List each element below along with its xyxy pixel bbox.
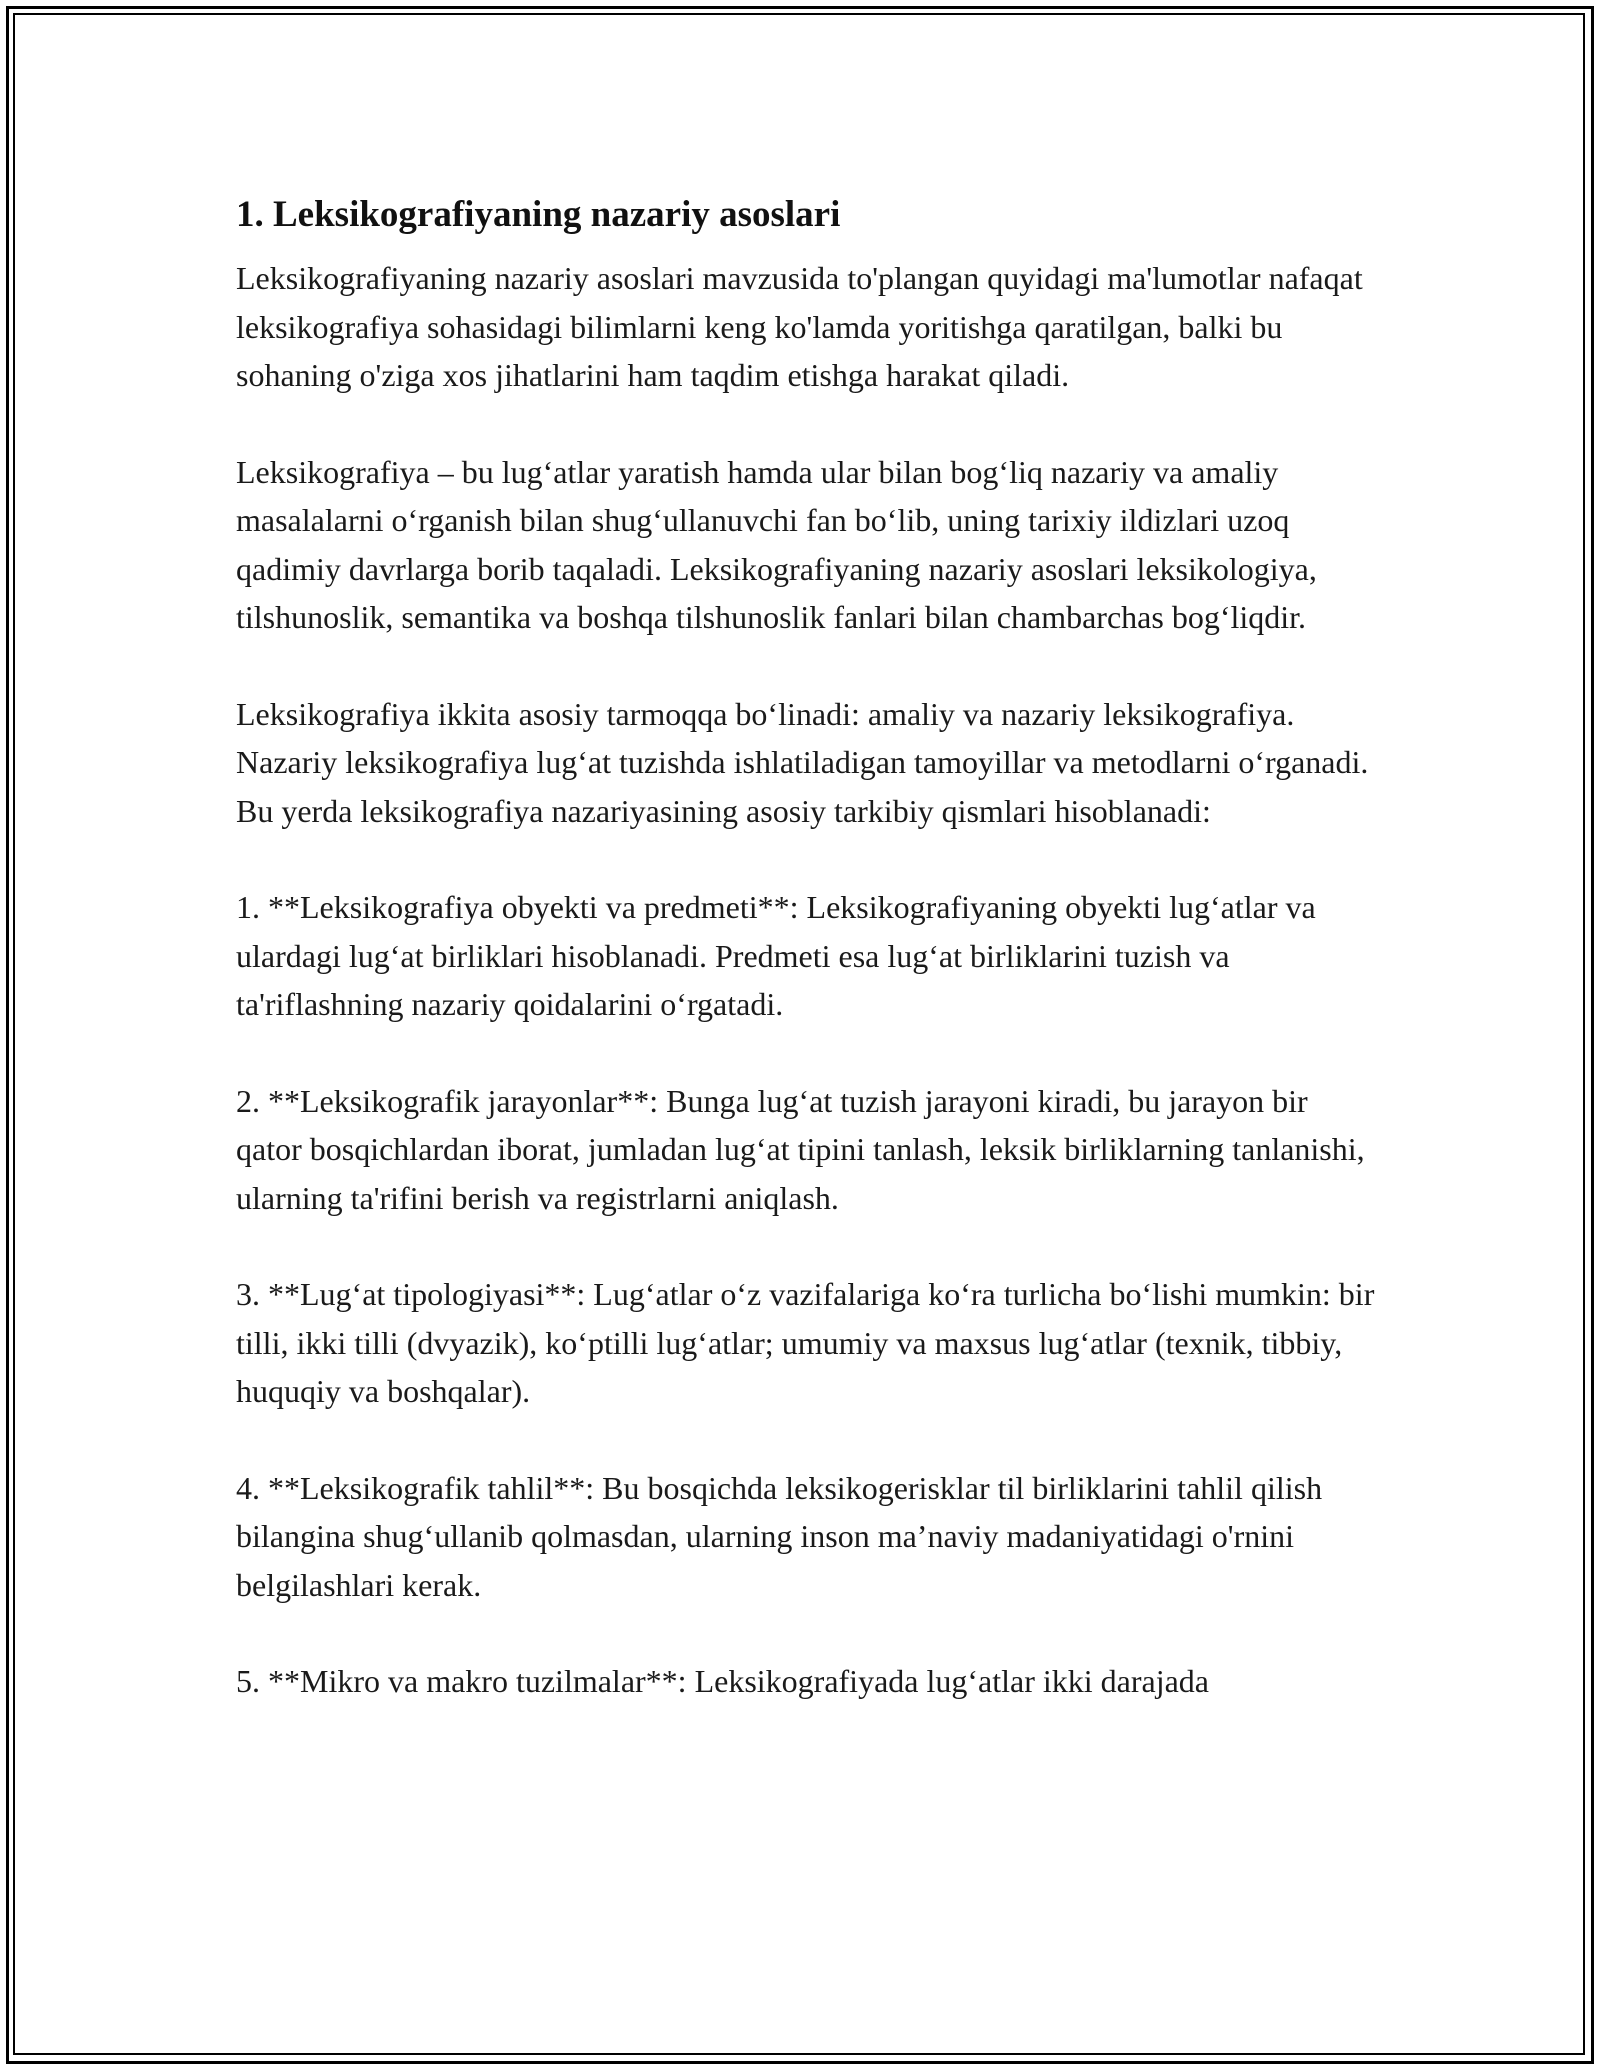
list-item-analysis: 4. **Leksikografik tahlil**: Bu bosqichda leksikogerisklar til birliklarini tahlil qilish bilangina shug‘ullanib qolmasdan, ularning inson ma’naviy madaniyatidagi o'rnini belgilashlari kerak. [236,1469,1323,1603]
document-body [236,186,1376,1706]
section-heading: 1. Leksikografiyaning nazariy asoslari [236,194,841,235]
paragraph-definition: Leksikografiya – bu lug‘atlar yaratish hamda ular bilan bog‘liq nazariy va amaliy masalalarni o‘rganish bilan shug‘ullanuvchi fan bo‘lib, uning tarixiy ildizlari uzoq qadimiy davrlarga borib taqaladi. Leksikografiyaning nazariy asoslari leksikologiya, tilshunoslik, semantika va boshqa tilshunoslik fanlari bilan chambarchas bog‘liqdir. [236,453,1317,635]
paragraph-branches: Leksikografiya ikkita asosiy tarmoqqa bo‘linadi: amaliy va nazariy leksikografiya. Nazariy leksikografiya lug‘at tuzishda ishlatiladigan tamoyillar va metodlarni o‘rganadi. Bu yerda leksikografiya nazariyasining asosiy tarkibiy qismlari hisoblanadi: [236,695,1369,829]
paragraph-intro: Leksikografiyaning nazariy asoslari mavzusida to'plangan quyidagi ma'lumotlar nafaqat leksikografiya sohasidagi bilimlarni keng ko'lamda yoritishga qaratilgan, balki bu sohaning o'ziga xos jihatlarini ham taqdim etishga harakat qiladi. [236,260,1363,393]
list-item-object-subject: 1. **Leksikografiya obyekti va predmeti**: Leksikografiyaning obyekti lug‘atlar va ulardagi lug‘at birliklari hisoblanadi. Predmeti esa lug‘at birliklarini tuzish va ta'riflashning nazariy qoidalarini o‘rgatadi. [236,889,1316,1022]
list-item-structures: 5. **Mikro va makro tuzilmalar**: Leksikografiyada lug‘atlar ikki darajada [236,1663,1209,1699]
list-item-processes: 2. **Leksikografik jarayonlar**: Bunga lug‘at tuzish jarayoni kiradi, bu jarayon bir qator bosqichlardan iborat, jumladan lug‘at tipini tanlash, leksik birliklarning tanlanishi, ularning ta'rifini berish va registrlarni aniqlash. [236,1082,1365,1216]
list-item-typology: 3. **Lug‘at tipologiyasi**: Lug‘atlar o‘z vazifalariga ko‘ra turlicha bo‘lishi mumkin: bir tilli, ikki tilli (dvyazik), ko‘ptilli lug‘atlar; umumiy va maxsus lug‘atlar (texnik, tibbiy, huquqiy va boshqalar). [236,1276,1375,1409]
